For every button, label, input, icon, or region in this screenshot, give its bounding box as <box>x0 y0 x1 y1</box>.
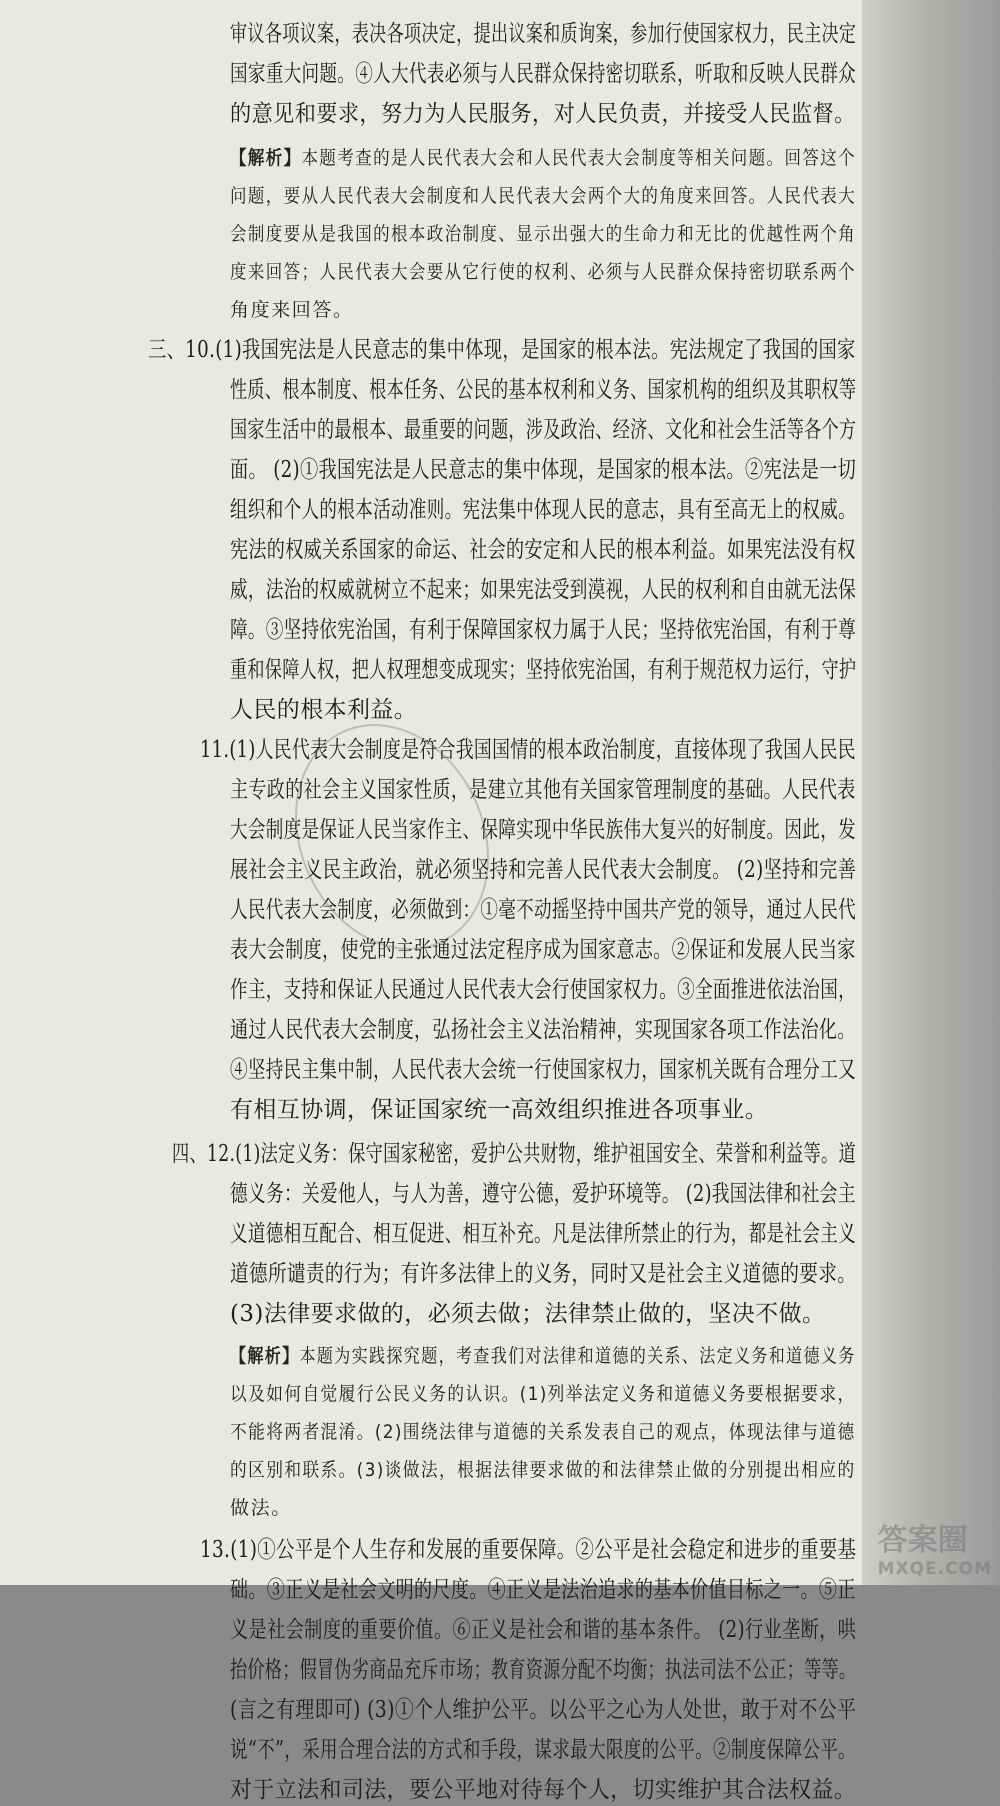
line-text: 会制度要从是我国的根本政治制度、显示出强大的生命力和无比的优越性两个角 <box>230 223 856 245</box>
answer-line <box>230 1574 856 1606</box>
answer-line <box>148 334 856 366</box>
analysis-line <box>230 1378 856 1410</box>
line-text: 13.(1)①公平是个人生存和发展的重要保障。②公平是社会稳定和进步的重要基 <box>200 1537 857 1563</box>
answer-line <box>230 494 856 526</box>
line-text: 做法。 <box>230 1497 292 1519</box>
analysis-line <box>230 142 856 174</box>
answer-line <box>230 1014 856 1046</box>
analysis-line <box>230 1340 856 1372</box>
line-text: 说“不”，采用合理合法的方式和手段，谋求最大限度的公平。②制度保障公平。 <box>230 1737 856 1763</box>
answer-line <box>230 414 856 446</box>
answer-line <box>230 614 856 646</box>
line-text: 通过人民代表大会制度，弘扬社会主义法治精神，实现国家各项工作法治化。 <box>230 1017 856 1043</box>
line-text: 人民的根本利益。 <box>230 697 418 723</box>
line-text: 以及如何自觉履行公民义务的认识。(1)列举法定义务和道德义务要根据要求， <box>230 1383 856 1405</box>
answer-line <box>172 1138 856 1170</box>
line-text: 抬价格；假冒伪劣商品充斥市场；教育资源分配不均衡；执法司法不公正；等等。 <box>230 1657 857 1683</box>
answer-line <box>230 1734 856 1766</box>
line-text: 有相互协调，保证国家统一高效组织推进各项事业。 <box>230 1097 769 1123</box>
line-text: 角度来回答。 <box>230 299 354 321</box>
analysis-line <box>230 180 856 212</box>
answer-line <box>230 454 856 486</box>
line-text: 重和保障人权，把人权理想变成现实；坚持依宪治国，有利于规范权力运行，守护 <box>230 657 857 683</box>
line-text: 问题，要从人民代表大会制度和人民代表大会两个大的角度来回答。人民代表大 <box>230 185 856 207</box>
line-text: 组织和个人的根本活动准则。宪法集中体现人民的意志，具有至高无上的权威。 <box>230 497 856 523</box>
line-text: 础。③正义是社会文明的尺度。④正义是法治追求的基本价值目标之一。⑤正 <box>230 1577 856 1603</box>
line-text: 威，法治的权威就树立不起来；如果宪法受到漠视，人民的权利和自由就无法保 <box>230 577 856 603</box>
line-text: 本题为实践探究题，考查我们对法律和道德的关系、法定义务和道德义务 <box>299 1345 856 1367</box>
analysis-line <box>230 1454 856 1486</box>
answer-line <box>230 374 856 406</box>
answer-line <box>230 1094 768 1126</box>
line-text: 不能将两者混淆。(2)围绕法律与道德的关系发表自己的观点，体现法律与道德 <box>230 1421 856 1443</box>
answer-line <box>230 534 856 566</box>
line-text: 道德所谴责的行为；有许多法律上的义务，同时又是社会主义道德的要求。 <box>230 1261 857 1287</box>
line-text: (言之有理即可) (3)①个人维护公平。以公平之心为人处世，敢于对不公平 <box>230 1697 857 1723</box>
line-text: ④坚持民主集中制，人民代表大会统一行使国家权力，国家机关既有合理分工又 <box>230 1057 856 1083</box>
answer-line <box>230 98 856 130</box>
answer-line <box>230 1774 856 1806</box>
line-text: 的区别和联系。(3)谈做法，根据法律要求做的和法律禁止做的分别提出相应的 <box>230 1459 856 1481</box>
line-text: 大会制度是保证人民当家作主、保障实现中华民族伟大复兴的好制度。因此，发 <box>230 817 856 843</box>
line-text: 障。③坚持依宪治国，有利于保障国家权力属于人民；坚持依宪治国，有利于尊 <box>230 617 856 643</box>
line-text: 义道德相互配合、相互促进、相互补充。凡是法律所禁止的行为，都是社会主义 <box>230 1221 856 1247</box>
answer-line <box>230 654 856 686</box>
line-text: 面。 (2)①我国宪法是人民意志的集中体现，是国家的根本法。②宪法是一切 <box>230 457 857 483</box>
line-text: 主专政的社会主义国家性质，是建立其他有关国家管理制度的基础。人民代表 <box>230 777 856 803</box>
answer-line <box>230 934 856 966</box>
answer-line <box>230 58 856 90</box>
analysis-line <box>230 218 856 250</box>
answer-line <box>230 1654 856 1686</box>
watermark-logo: 答案圈 MXQE.COM <box>877 1523 992 1579</box>
line-text: 四、12.(1)法定义务：保守国家秘密，爱护公共财物，维护祖国安全、荣誉和利益等。道 <box>172 1141 857 1167</box>
answer-line <box>200 1534 856 1566</box>
line-text: 11.(1)人民代表大会制度是符合我国国情的根本政治制度，直接体现了我国人民民 <box>200 737 856 763</box>
analysis-line <box>230 294 354 326</box>
answer-line <box>200 734 856 766</box>
analysis-tag: 【解析】 <box>230 1345 300 1367</box>
line-text: 作主，支持和保证人民通过人民代表大会行使国家权力。③全面推进依法治国， <box>230 977 856 1003</box>
line-text: 宪法的权威关系国家的命运、社会的安定和人民的根本利益。如果宪法没有权 <box>230 537 856 563</box>
answer-line <box>230 1614 856 1646</box>
line-text: 审议各项议案，表决各项决定，提出议案和质询案，参加行使国家权力，民主决定 <box>230 21 857 47</box>
answer-line <box>230 1054 856 1086</box>
line-text: 人民代表大会制度，必须做到：①毫不动摇坚持中国共产党的领导，通过人民代 <box>230 897 856 923</box>
answer-line <box>230 1178 856 1210</box>
analysis-line <box>230 256 856 288</box>
line-text: 度来回答；人民代表大会要从它行使的权利、必须与人民群众保持密切联系两个 <box>230 261 856 283</box>
analysis-tag: 【解析】 <box>230 147 302 169</box>
line-text: 展社会主义民主政治，就必须坚持和完善人民代表大会制度。 (2)坚持和完善 <box>230 857 857 883</box>
line-text: 国家重大问题。④人大代表必须与人民群众保持密切联系，听取和反映人民群众 <box>230 61 856 87</box>
line-text: 的意见和要求，努力为人民服务，对人民负责，并接受人民监督。 <box>230 101 856 127</box>
line-text: 表大会制度，使党的主张通过法定程序成为国家意志。②保证和发展人民当家 <box>230 937 856 963</box>
analysis-line <box>230 1416 856 1448</box>
line-text: 义是社会制度的重要价值。⑥正义是社会和谐的基本条件。 (2)行业垄断，哄 <box>230 1617 857 1643</box>
page-gutter-shadow <box>862 0 1000 1585</box>
line-text: 国家生活中的最根本、最重要的问题，涉及政治、经济、文化和社会生活等各个方 <box>230 417 857 443</box>
line-text: 三、10.(1)我国宪法是人民意志的集中体现，是国家的根本法。宪法规定了我国的国家 <box>148 337 856 363</box>
answer-line <box>230 574 856 606</box>
answer-line <box>230 1298 825 1330</box>
line-text: 德义务：关爱他人，与人为善，遵守公德，爱护环境等。 (2)我国法律和社会主 <box>230 1181 856 1207</box>
line-text: 性质、根本制度、根本任务、公民的基本权利和义务、国家机构的组织及其职权等 <box>230 377 857 403</box>
line-text: 对于立法和司法，要公平地对待每个人，切实维护其合法权益。 <box>230 1777 857 1803</box>
line-text: 本题考查的是人民代表大会和人民代表大会制度等相关问题。回答这个 <box>301 147 856 169</box>
answer-line <box>230 694 417 726</box>
line-text: (3)法律要求做的，必须去做；法律禁止做的，坚决不做。 <box>230 1301 826 1327</box>
answer-line <box>230 974 856 1006</box>
answer-line <box>230 1694 856 1726</box>
analysis-line <box>230 1492 292 1524</box>
answer-line <box>230 1258 856 1290</box>
answer-line <box>230 1218 856 1250</box>
answer-line <box>230 18 856 50</box>
